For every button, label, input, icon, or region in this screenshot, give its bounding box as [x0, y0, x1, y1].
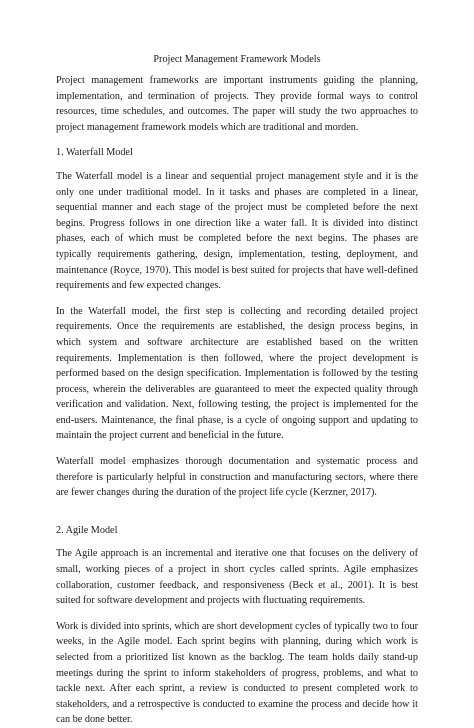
section-heading-waterfall: 1. Waterfall Model	[56, 147, 133, 159]
agile-paragraph-1: The Agile approach is an incremental and iterative one that focuses on the delivery of small, working pieces of a project in short cycles called sprints. Agile emphasizes collaboration, customer feedback, and responsiveness (Beck et al., 2001). It is best suited for software development and projects with fluctuating requirements.	[56, 548, 418, 607]
waterfall-paragraph-1: The Waterfall model is a linear and sequential project management style and it is the only one under traditional model. In it tasks and phases are completed in a linear, sequential manner and each stage of the project must be completed before the next begins. Progress follows in one direction like a water fall. It is divided into distinct phases, each of which must be completed before the next begins. The phases are typically requirements gathering, design, implementation, testing, deployment, and maintenance (Royce, 1970). This model is best suited for projects that have well-defined requirements and few expected changes.	[56, 170, 418, 292]
document-title: Project Management Framework Models	[153, 54, 321, 65]
waterfall-paragraph-2: In the Waterfall model, the first step is collecting and recording detailed project requirements. Once the requirements are established, the design process begins, in which system and software architecture are established based on the written requirements. Implementation is then followed, where the project development is performed based on the design specification. Implementation is followed by the testing process, wherein the deliverables are guaranteed to meet the expected quality through verification and validation. Next, following testing, the project is implemented for the end-users. Maintenance, the final phase, is a cycle of ongoing support and updating to maintain the project current and beneficial in the future.	[56, 305, 418, 442]
waterfall-paragraph-3: Waterfall model emphasizes thorough documentation and systematic process and therefore is particularly helpful in construction and manufacturing sectors, where there are fewer changes during the duration of the project life cycle (Kerzner, 2017).	[56, 456, 418, 499]
agile-paragraph-2: Work is divided into sprints, which are short development cycles of typically two to four weeks, in the Agile model. Each sprint begins with planning, during which work is selected from a prioritized list known as the backlog. The team holds daily stand-up meetings during the sprint to inform stakeholders of progress, problems, and what to tackle next. After each sprint, a review is conducted to present completed work to stakeholders, and a retrospective is conducted to examine the process and decide how it can be done better.	[56, 620, 418, 726]
section-heading-agile: 2. Agile Model	[56, 524, 118, 536]
intro-paragraph: Project management frameworks are important instruments guiding the planning, implementation, and termination of projects. They provide formal ways to control resources, time schedules, and outcomes. The paper will study the two approaches to project management framework models which are traditional and morden.	[56, 75, 418, 133]
